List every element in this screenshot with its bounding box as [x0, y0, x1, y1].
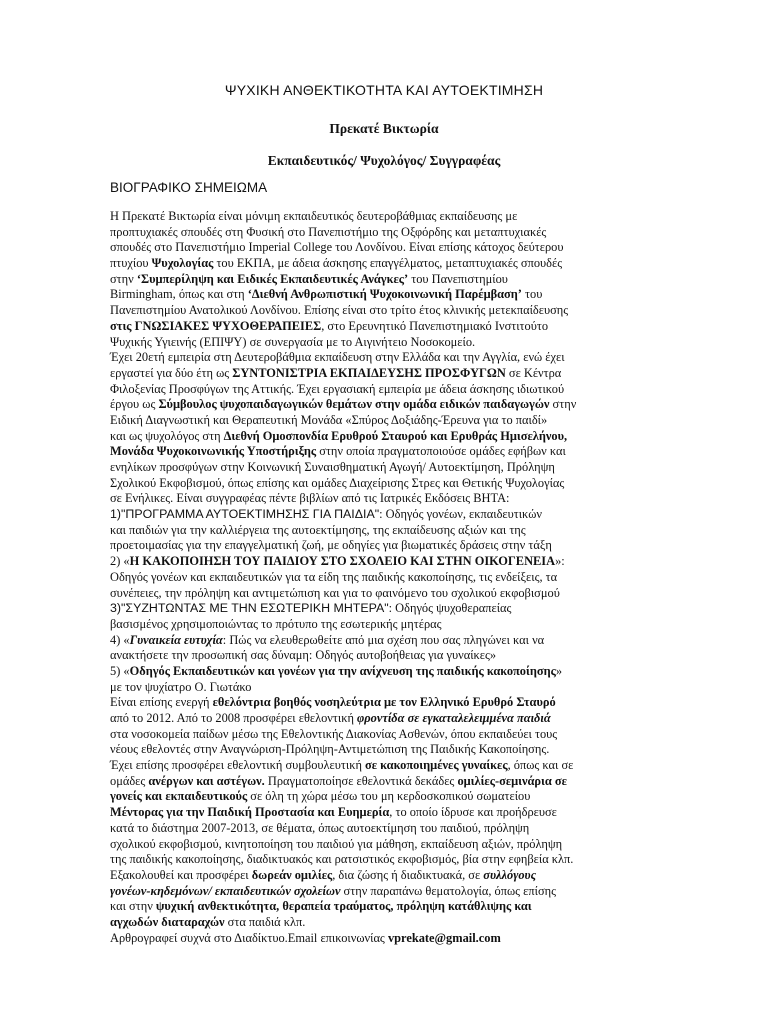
text-line — [110, 837, 658, 853]
text-run: Διεθνή Ομοσπονδία Ερυθρού Σταυρού και Ερυθράς Ημισελήνου, — [223, 428, 568, 443]
text-line — [110, 633, 658, 649]
text-run: γονέων-κηδεμόνων/ εκπαιδευτικών σχολείων — [110, 883, 341, 898]
text-run: Ψυχολογίας — [151, 256, 214, 271]
text-run: στα νοσοκομεία παίδων μέσω της Εθελοντικής Διακονίας Ασθενών, όπου εκπαιδεύει τους — [110, 726, 558, 741]
text-run: Πανεπιστημίου Ανατολικού Λονδίνου. Επίσης είναι στο τρίτο έτος κλινικής μετεκπαίδευσης — [110, 303, 569, 318]
text-run: , όπως και σε — [507, 758, 574, 773]
text-run: Οδηγός Εκπαιδευτικών και γονέων για την ανίχνευση της παιδικής κακοποίησης — [129, 663, 556, 678]
text-line — [110, 805, 658, 821]
text-line — [110, 774, 658, 790]
text-run: ομιλίες-σεμινάρια σε — [457, 773, 567, 788]
section-heading: ΒΙΟΓΡΑΦΙΚΟ ΣΗΜΕΙΩΜΑ — [110, 180, 268, 195]
text-run: στις ΓΝΩΣΙΑΚΕΣ ΨΥΧΟΘΕΡΑΠΕΙΕΣ — [110, 318, 322, 333]
text-run: Σχολικού Εκφοβισμού, όπως επίσης και ομάδες Διαχείρισης Στρες και Θετικής Ψυχολογίας — [110, 475, 565, 490]
text-run: Είναι επίσης ενεργή — [110, 695, 213, 710]
text-line — [110, 460, 658, 476]
text-run: σπουδές στο Πανεπιστήμιο Imperial College του Λονδίνου. Είναι επίσης κάτοχος δεύτερου — [110, 240, 564, 255]
text-run: Η Πρεκατέ Βικτωρία είναι μόνιμη εκπαιδευτικός δευτεροβάθμιας εκπαίδευσης με — [110, 209, 518, 223]
text-run: στα παιδιά κλπ. — [224, 914, 306, 929]
text-line — [110, 727, 658, 743]
biography-text — [110, 209, 658, 946]
text-run: Γυναικεία ευτυχία — [129, 632, 223, 647]
text-line — [110, 429, 658, 445]
text-run: με τον ψυχίατρο Ο. Γιωτάκο — [110, 679, 252, 694]
text-line — [110, 413, 658, 429]
text-line — [110, 586, 658, 602]
text-run: προπτυχιακές σπουδές στη Φυσική στο Πανεπιστήμιο της Οξφόρδης και μεταπτυχιακές — [110, 224, 547, 239]
text-line — [110, 256, 658, 272]
text-run: στην παραπάνω θεματολογία, όπως επίσης — [340, 883, 557, 898]
text-line — [110, 570, 658, 586]
text-line — [110, 382, 658, 398]
text-line — [110, 648, 658, 664]
text-line — [110, 915, 658, 931]
text-line — [110, 209, 658, 225]
text-run: φροντίδα σε εγκαταλελειμμένα παιδιά — [357, 711, 551, 725]
text-line — [110, 350, 658, 366]
text-line — [110, 335, 658, 351]
text-run: Οδηγός γονέων και εκπαιδευτικών για τα είδη της παιδικής κακοποίησης, τις ενδείξεις, τα — [110, 569, 558, 584]
text-run: : Οδηγός γονέων, εκπαιδευτικών — [379, 507, 542, 522]
text-line — [110, 680, 658, 696]
text-line — [110, 523, 658, 539]
text-run: Πραγματοποίησε εθελοντικά δεκάδες — [264, 773, 458, 788]
text-line — [110, 287, 658, 303]
author-roles: Εκπαιδευτικός/ Ψυχολόγος/ Συγγραφέας — [267, 153, 501, 168]
document-title: ΨΥΧΙΚΗ ΑΝΘΕΚΤΙΚΟΤΗΤΑ ΚΑΙ ΑΥΤΟΕΚΤΙΜΗΣΗ — [224, 82, 544, 98]
text-run: Ειδική Διαγνωστική και Θεραπευτική Μονάδα «Σπύρος Δοξιάδης-Έρευνα για το παιδί» — [110, 412, 548, 427]
text-run: 2) « — [110, 554, 130, 569]
text-run: Ψυχικής Υγιεινής (ΕΠΙΨΥ) σε συνεργασία με το Αιγινήτειο Νοσοκομείο. — [110, 334, 476, 349]
text-run: εθελόντρια βοηθός νοσηλεύτρια με τον Ελληνικό Ερυθρό Σταυρό — [212, 695, 556, 710]
text-run: : Οδηγός ψυχοθεραπείας — [388, 601, 512, 616]
text-run: και στην — [110, 899, 156, 914]
text-run: στην — [110, 271, 137, 286]
text-run: , στο Ερευνητικό Πανεπιστημιακό Ινστιτούτο — [321, 318, 549, 333]
text-run: σε Κέντρα — [505, 365, 562, 380]
text-line — [110, 319, 658, 335]
text-line — [110, 617, 658, 633]
text-line — [110, 868, 658, 884]
text-run: 1)"ΠΡΟΓΡΑΜΜΑ ΑΥΤΟΕΚΤΙΜΗΣΗΣ ΓΙΑ ΠΑΙΔΙΑ" — [110, 507, 380, 522]
text-line — [110, 884, 658, 900]
text-run: ανέργων και αστέγων. — [148, 773, 265, 788]
text-run: έργου ως — [110, 397, 159, 412]
text-line — [110, 444, 658, 460]
text-line — [110, 303, 658, 319]
text-line — [110, 711, 658, 727]
text-run: και ως ψυχολόγος στη — [110, 428, 224, 443]
text-line — [110, 240, 658, 256]
text-run: Φιλοξενίας Προσφύγων της Αττικής. Έχει εργασιακή εμπειρία με άδεια άσκησης ιδιωτικού — [110, 381, 565, 396]
text-line — [110, 664, 658, 680]
author-name: Πρεκατέ Βικτωρία — [329, 121, 439, 136]
text-run: από το 2012. Από το 2008 προσφέρει εθελοντική — [110, 711, 358, 725]
text-line — [110, 491, 658, 507]
text-line — [110, 538, 658, 554]
text-run: πτυχίου — [110, 256, 152, 271]
text-run: γονείς και εκπαιδευτικούς — [110, 789, 248, 804]
text-run: : Πώς να ελευθερωθείτε από μια σχέση που σας πληγώνει και να — [222, 632, 545, 647]
text-run: στην οποία πραγματοποιούσε ομάδες εφήβων και — [316, 444, 566, 459]
text-run: της παιδικής κακοποίησης, διαδικτυακός και ρατσιστικός εκφοβισμός, βία στην εφηβεία κλπ. — [110, 852, 574, 867]
text-run: κατά το διάστημα 2007-2013, σε θέματα, όπως αυτοεκτίμηση του παιδιού, πρόληψη — [110, 820, 530, 835]
text-line — [110, 758, 658, 774]
text-run: δωρεάν ομιλίες — [251, 867, 333, 882]
text-line — [110, 476, 658, 492]
text-run: στην — [549, 397, 577, 412]
text-line — [110, 554, 658, 570]
text-line — [110, 225, 658, 241]
text-run: 5) « — [110, 663, 130, 678]
text-run: σχολικού εκφοβισμού, κινητοποίηση του παιδιού για μάθηση, εκπαίδευση αξιών, πρόληψη — [110, 836, 563, 851]
text-run: και παιδιών για την καλλιέργεια της αυτοεκτίμησης, της εκπαίδευσης αξιών και της — [110, 522, 526, 537]
text-run: του Πανεπιστημίου — [408, 271, 508, 286]
text-run: ομάδες — [110, 773, 149, 788]
text-run: σε Ενήλικες. Είναι συγγραφέας πέντε βιβλίων από τις Ιατρικές Εκδόσεις ΒΗΤΑ: — [110, 491, 510, 506]
text-line — [110, 366, 658, 382]
text-line — [110, 821, 658, 837]
text-run: ανακτήσετε την προσωπική σας δύναμη: Οδηγός αυτοβοήθειας για γυναίκες» — [110, 648, 497, 663]
text-run: Σύμβουλος ψυχοπαιδαγωγικών θεμάτων στην ομάδα ειδικών παιδαγωγών — [158, 397, 550, 412]
text-run: Μέντορας για την Παιδική Προστασία και Ευημερία — [110, 805, 390, 820]
text-run: ψυχική ανθεκτικότητα, θεραπεία τραύματος, πρόληψη κατάθλιψης και — [155, 899, 532, 914]
text-line — [110, 695, 658, 711]
text-line — [110, 507, 658, 523]
text-line — [110, 852, 658, 868]
text-line — [110, 272, 658, 288]
text-run: Η ΚΑΚΟΠΟΙΗΣΗ ΤΟΥ ΠΑΙΔΙΟΥ ΣΤΟ ΣΧΟΛΕΙΟ ΚΑΙ ΣΤΗΝ ΟΙΚΟΓΕΝΕΙΑ — [129, 554, 556, 569]
text-run: 4) « — [110, 632, 130, 647]
text-run: εργαστεί για δύο έτη ως — [110, 365, 233, 380]
text-run: , το οποίο ίδρυσε και προήδρευσε — [389, 805, 557, 820]
text-run: νέους εθελοντές στην Αναγνώριση-Πρόληψη-Αντιμετώπιση της Παιδικής Κακοποίησης. — [110, 742, 550, 757]
text-run: Μονάδα Ψυχοκοινωνικής Υποστήριξης — [110, 444, 317, 459]
text-run: βασισμένος χρησιμοποιώντας το πρότυπο της εσωτερικής μητέρας — [110, 616, 442, 631]
text-run: ‘Διεθνή Ανθρωπιστική Ψυχοκοινωνική Παρέμβαση’ — [247, 287, 522, 302]
text-line — [110, 742, 658, 758]
text-run: προετοιμασίας για την επαγγελματική ζωή, με οδηγίες για βιωματικές δράσεις στην τάξη — [110, 538, 552, 553]
text-run: σε όλη τη χώρα μέσω του μη κερδοσκοπικού σωματείου — [247, 789, 531, 804]
text-run: 3)"ΣΥΖΗΤΩΝΤΑΣ ΜΕ ΤΗΝ ΕΣΩΤΕΡΙΚΗ ΜΗΤΕΡΑ" — [110, 601, 389, 616]
text-run: του ΕΚΠΑ, με άδεια άσκησης επαγγέλματος, μεταπτυχιακές σπουδές — [213, 256, 563, 271]
text-run: , δια ζώσης ή διαδικτυακά, σε — [332, 867, 484, 882]
text-run: Εξακολουθεί και προσφέρει — [110, 867, 252, 882]
text-line — [110, 601, 658, 617]
text-run: Αρθρογραφεί συχνά στο Διαδίκτυο.Email επικοινωνίας — [110, 930, 388, 945]
text-line — [110, 789, 658, 805]
text-run: ‘Συμπερίληψη και Ειδικές Εκπαιδευτικές Ανάγκες’ — [136, 271, 409, 286]
text-line — [110, 397, 658, 413]
text-run: συνέπειες, την πρόληψη και αντιμετώπιση και για το φαινόμενο του σχολικού εκφοβισμού — [110, 585, 560, 600]
text-run: συλλόγους — [483, 867, 537, 882]
text-run: »: — [555, 554, 565, 569]
text-run: ενηλίκων προσφύγων στην Κοινωνική Συναισθηματική Αγωγή/ Αυτοεκτίμηση, Πρόληψη — [110, 460, 555, 474]
text-run: ΣΥΝΤΟΝΙΣΤΡΙΑ ΕΚΠΑΙΔΕΥΣΗΣ ΠΡΟΣΦΥΓΩΝ — [232, 365, 506, 380]
text-line — [110, 899, 658, 915]
text-run: Έχει επίσης προσφέρει εθελοντική συμβουλευτική — [110, 758, 366, 773]
text-run: του — [521, 287, 543, 302]
text-run: αγχωδών διαταραχών — [110, 914, 225, 929]
text-run: σε κακοποιημένες γυναίκες — [365, 758, 508, 773]
text-run: » — [555, 663, 563, 678]
text-run: Birmingham, όπως και στη — [110, 287, 248, 302]
text-line — [110, 931, 658, 947]
text-run[interactable]: vprekate@gmail.com — [387, 930, 501, 945]
text-run: Έχει 20ετή εμπειρία στη Δευτεροβάθμια εκπαίδευση στην Ελλάδα και την Αγγλία, ενώ έχει — [110, 350, 565, 365]
